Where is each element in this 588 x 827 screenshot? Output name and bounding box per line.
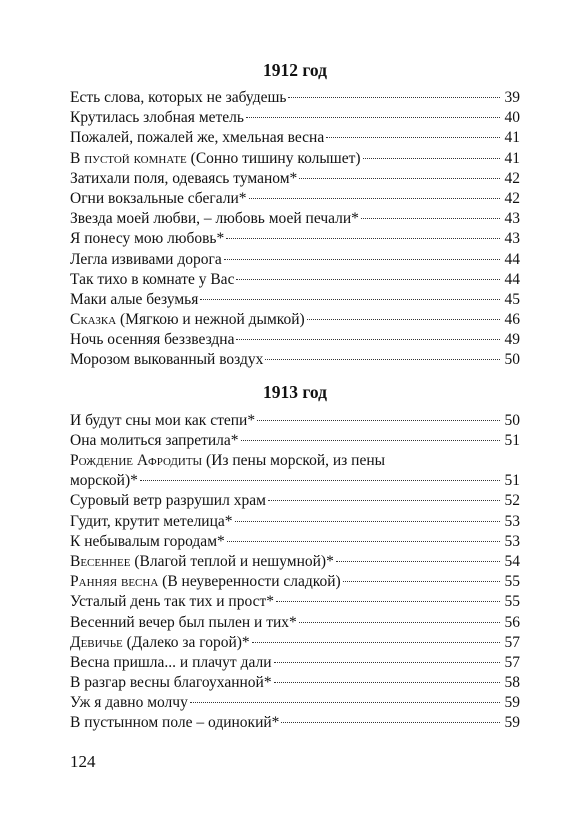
toc-entry (70, 613, 520, 633)
entry-title (70, 290, 198, 310)
entry-title (70, 250, 222, 270)
entry-title (70, 653, 272, 673)
entry-page-number: 43 (504, 230, 520, 248)
toc-list-1913 (70, 411, 520, 734)
entry-page-number: 50 (504, 351, 520, 369)
dot-leader (307, 319, 500, 320)
entry-title-text: Легла извивами дорога (70, 250, 222, 268)
entry-page-number: 59 (504, 694, 520, 712)
entry-title (70, 310, 305, 330)
dot-leader (276, 601, 500, 602)
entry-title (70, 431, 239, 451)
dot-leader (326, 137, 500, 138)
toc-entry (70, 108, 520, 128)
entry-title (70, 169, 297, 189)
page-number: 124 (70, 752, 96, 771)
dot-leader (235, 521, 500, 522)
toc-entry (70, 189, 520, 209)
dot-leader (299, 622, 500, 623)
entry-page-number: 49 (504, 331, 520, 349)
entry-title-smallcaps: Ранняя весна (70, 573, 159, 591)
entry-page-number: 59 (504, 714, 520, 732)
dot-leader (257, 420, 500, 421)
toc-list-1912 (70, 88, 520, 371)
toc-entry (70, 250, 520, 270)
dot-leader (252, 642, 500, 643)
entry-title-smallcaps: Девичье (70, 633, 123, 651)
entry-title-text: Уж я давно молчу (70, 694, 188, 712)
toc-entry (70, 169, 520, 189)
entry-page-number: 53 (504, 512, 520, 530)
entry-page-number: 41 (504, 149, 520, 167)
entry-page-number: 39 (504, 89, 520, 106)
entry-title (70, 270, 234, 290)
entry-title-text: Усталый день так тих и прост* (70, 593, 274, 611)
entry-title-text: (Далеко за горой)* (122, 633, 250, 651)
entry-page-number: 55 (504, 593, 520, 611)
entry-title-text: Морозом выкованный воздух (70, 351, 264, 369)
dot-leader (227, 541, 500, 542)
toc-entry (70, 693, 520, 713)
entry-page-number: 43 (504, 210, 520, 228)
toc-entry (70, 552, 520, 572)
entry-title (70, 633, 250, 653)
dot-leader (288, 97, 500, 98)
toc-entry (70, 290, 520, 310)
entry-second-line (70, 471, 520, 491)
toc-entry (70, 431, 520, 451)
entry-title-text: Маки алые безумья (70, 290, 199, 308)
entry-page-number: 56 (504, 613, 520, 631)
dot-leader (336, 561, 500, 562)
entry-page-number: 55 (504, 573, 520, 591)
entry-page-number: 53 (504, 532, 520, 550)
dot-leader (274, 662, 500, 663)
dot-leader (236, 279, 500, 280)
entry-page-number: 41 (504, 129, 520, 147)
entry-title-text: В разгар весны благоуханной* (70, 674, 272, 692)
entry-title-text: Крутилась злобная метель (70, 109, 244, 127)
entry-title-text: Я понесу мою любовь* (70, 230, 225, 248)
toc-entry (70, 592, 520, 612)
entry-title-text: Весенний вечер был пылен и тих* (70, 613, 297, 631)
dot-leader (224, 259, 500, 260)
entry-title-text: В пустынном поле – одинокий* (70, 714, 280, 732)
dot-leader (226, 238, 500, 239)
toc-entry (70, 633, 520, 653)
entry-title-smallcaps: Сказка (70, 311, 117, 329)
entry-title (70, 88, 286, 108)
entry-title-text: (Влагой теплой и нешумной)* (130, 552, 334, 570)
entry-title-text: Пожалей, пожалей же, хмельная весна (70, 129, 325, 147)
toc-entry (70, 713, 520, 733)
entry-title-continuation: морской)* (70, 472, 138, 490)
entry-page-number: 44 (504, 270, 520, 288)
entry-title-text: Так тихо в комнате у Вас (70, 270, 235, 288)
dot-leader (299, 178, 500, 179)
toc-entry (70, 229, 520, 249)
entry-title-text: (В неуверенности сладкой) (158, 573, 341, 591)
dot-leader (268, 500, 500, 501)
dot-leader (190, 702, 500, 703)
entry-page-number: 42 (504, 169, 520, 187)
entry-page-number: 54 (504, 552, 520, 570)
entry-title-text: Огни вокзальные сбегали* (70, 189, 247, 207)
toc-entry (70, 411, 520, 431)
entry-title (70, 713, 279, 733)
entry-page-number: 50 (504, 411, 520, 429)
dot-leader (236, 339, 500, 340)
dot-leader (241, 440, 500, 441)
entry-title (70, 512, 233, 532)
entry-page-number: 46 (504, 311, 520, 329)
dot-leader (363, 158, 500, 159)
entry-title (70, 673, 272, 693)
entry-page-number: 52 (504, 492, 520, 510)
toc-entry (70, 673, 520, 693)
dot-leader (265, 359, 500, 360)
entry-title (70, 452, 385, 469)
toc-entry (70, 512, 520, 532)
entry-title-text: (Из пены морской, из пены (202, 452, 386, 469)
section-title-1912: 1912 год (263, 60, 327, 80)
entry-page-number: 42 (504, 189, 520, 207)
toc-entry (70, 209, 520, 229)
entry-title-text: Затихали поля, одеваясь туманом* (70, 169, 298, 187)
toc-entry (70, 149, 520, 169)
entry-title-text: Звезда моей любви, – любовь моей печали* (70, 210, 359, 228)
entry-title (70, 693, 188, 713)
entry-page-number: 51 (504, 472, 520, 490)
entry-title-smallcaps: В пустой комнате (70, 149, 187, 167)
entry-title (70, 128, 324, 148)
toc-entry (70, 572, 520, 592)
entry-title (70, 108, 244, 128)
table-of-contents (70, 58, 520, 734)
entry-title (70, 209, 359, 229)
section-title-1913: 1913 год (263, 381, 327, 402)
toc-entry (70, 330, 520, 350)
entry-title (70, 613, 297, 633)
dot-leader (343, 581, 500, 582)
entry-title-smallcaps: Весеннее (70, 552, 131, 570)
entry-title (70, 491, 266, 511)
entry-title (70, 592, 274, 612)
entry-page-number: 45 (504, 290, 520, 308)
dot-leader (281, 722, 500, 723)
toc-entry (70, 310, 520, 330)
toc-entry (70, 88, 520, 108)
dot-leader (246, 117, 500, 118)
entry-page-number: 40 (504, 109, 520, 127)
entry-title (70, 189, 247, 209)
entry-title-text: Суровый ветр разрушил храм (70, 492, 266, 510)
entry-title (70, 149, 361, 169)
entry-title-text: И будут сны мои как степи* (70, 411, 256, 429)
entry-title (70, 552, 334, 572)
toc-entry (70, 270, 520, 290)
entry-title (70, 229, 224, 249)
entry-page-number: 57 (504, 633, 520, 651)
toc-entry (70, 653, 520, 673)
entry-page-number: 57 (504, 653, 520, 671)
entry-title (70, 572, 341, 592)
entry-page-number: 51 (504, 431, 520, 449)
entry-first-line (70, 451, 520, 471)
entry-title (70, 411, 255, 431)
dot-leader (200, 299, 500, 300)
entry-title-text: К небывалым городам* (70, 532, 225, 550)
toc-entry (70, 128, 520, 148)
entry-title-smallcaps: Рождение Афродиты (70, 452, 203, 469)
dot-leader (274, 682, 500, 683)
toc-entry (70, 451, 520, 491)
entry-title-text: Она молиться запретила* (70, 431, 239, 449)
entry-page-number: 44 (504, 250, 520, 268)
entry-title-text: Гудит, крутит метелица* (70, 512, 233, 530)
toc-entry (70, 532, 520, 552)
entry-page-number: 58 (504, 674, 520, 692)
toc-entry (70, 350, 520, 370)
entry-title-text: Весна пришла... и плачут дали (70, 653, 272, 671)
entry-title-text: (Мягкою и нежной дымкой) (116, 311, 305, 329)
entry-title (70, 532, 225, 552)
entry-title-text: Ночь осенняя беззвездна (70, 331, 235, 349)
entry-title-text: (Сонно тишину колышет) (186, 149, 361, 167)
dot-leader (140, 480, 500, 481)
entry-title-text: Есть слова, которых не забудешь (70, 89, 287, 106)
dot-leader (361, 218, 500, 219)
entry-title (70, 330, 234, 350)
toc-entry (70, 491, 520, 511)
dot-leader (249, 198, 501, 199)
entry-title (70, 350, 263, 370)
